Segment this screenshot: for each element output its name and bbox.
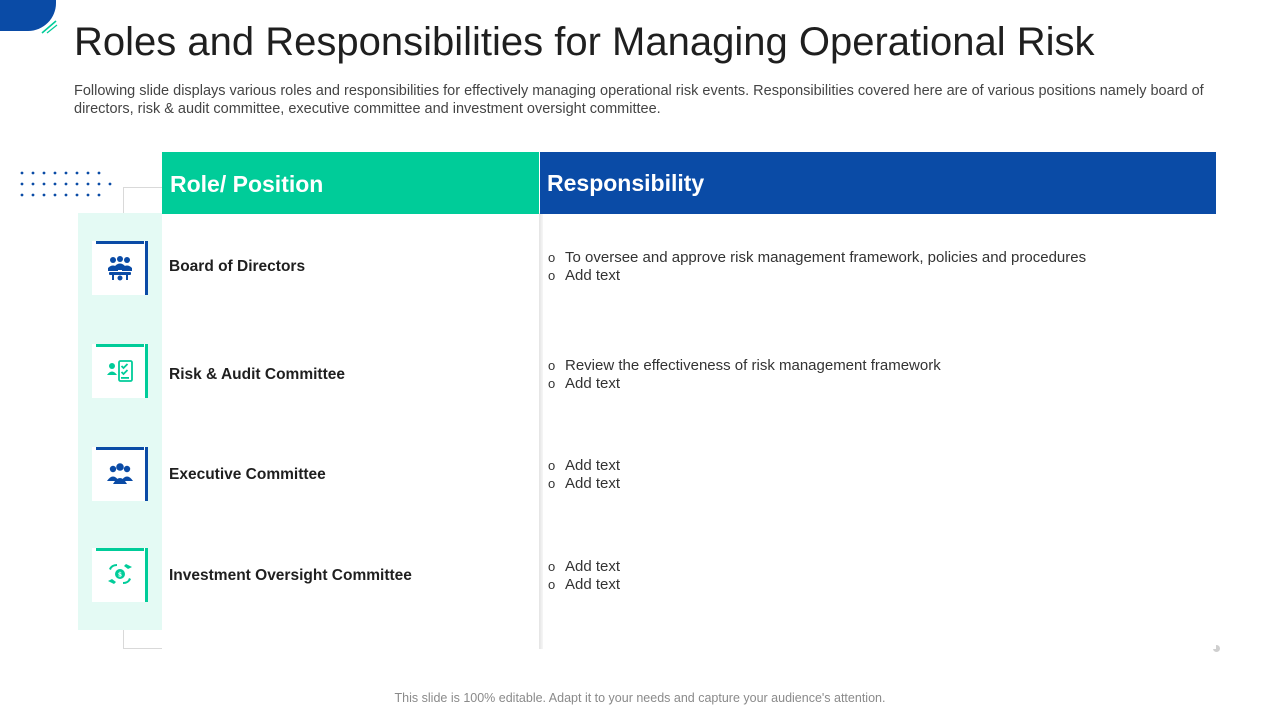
responsibility-list [548, 249, 1208, 285]
board-meeting-icon [106, 254, 134, 282]
board-icon-box [92, 241, 148, 295]
list-item: o Add text [548, 576, 621, 593]
executive-icon-box [92, 447, 148, 501]
list-item: o Add text [548, 457, 621, 474]
corner-accent-lines [40, 20, 58, 34]
audit-icon-box [92, 344, 148, 398]
footer-note: This slide is 100% editable. Adapt it to your needs and capture your audience's attention. [394, 691, 886, 705]
role-label: Investment Oversight Committee [169, 567, 412, 584]
header-responsibility: Responsibility [540, 152, 1216, 214]
role-label: Board of Directors [169, 258, 306, 275]
audit-checklist-icon [106, 357, 134, 385]
list-item: o To oversee and approve risk management framework, policies and procedures [548, 249, 1087, 266]
responsibility-list [548, 357, 1208, 393]
page-subtitle: Following slide displays various roles and responsibilities for effectively managing operational risk events. Responsibilities covered here are of various positions namely board of directors, risk & audit committee, executive committee and investment oversight committee. [74, 83, 1204, 117]
investment-hands-icon [106, 561, 134, 589]
investment-icon-box [92, 548, 148, 602]
header-role-position: Role/ Position [162, 152, 539, 214]
list-item: o Add text [548, 558, 621, 575]
dot-grid-decoration [20, 170, 120, 200]
responsibility-list [548, 558, 1208, 594]
role-label: Risk & Audit Committee [169, 366, 345, 383]
list-item: o Review the effectiveness of risk management framework [548, 357, 941, 374]
responsibility-list [548, 457, 1208, 493]
list-item: o Add text [548, 475, 621, 492]
role-label: Executive Committee [169, 466, 326, 483]
page-title: Roles and Responsibilities for Managing Operational Risk [74, 20, 1095, 64]
list-item: o Add text [548, 267, 621, 284]
svg-text:$: $ [117, 571, 123, 579]
list-item: o Add text [548, 375, 621, 392]
team-group-icon [106, 460, 134, 488]
column-divider [539, 213, 543, 649]
frame-line-top [123, 187, 163, 188]
